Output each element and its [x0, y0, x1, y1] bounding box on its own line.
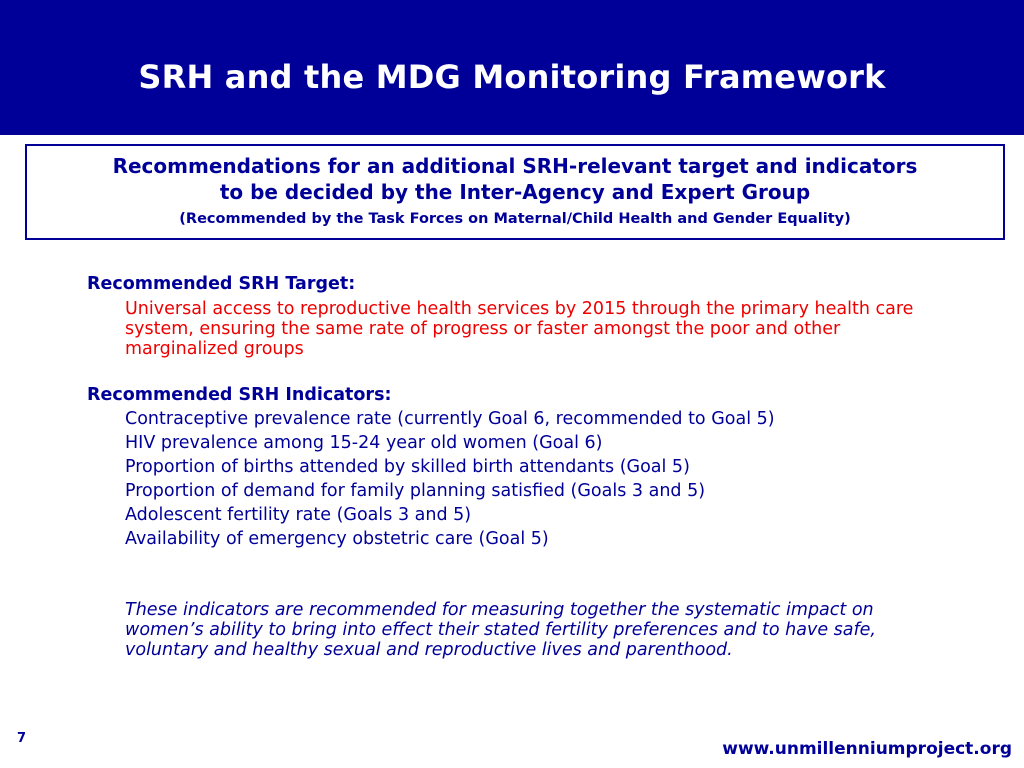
target-heading: Recommended SRH Target:	[87, 274, 356, 294]
box-heading-line-2: to be decided by the Inter-Agency and Expert Group	[219, 180, 811, 204]
indicators-heading: Recommended SRH Indicators:	[87, 385, 392, 405]
indicator-item: HIV prevalence among 15-24 year old women (Goal 6)	[125, 433, 603, 453]
indicator-item: Proportion of demand for family planning satisfied (Goals 3 and 5)	[125, 481, 706, 501]
box-heading-line-1: Recommendations for an additional SRH-relevant target and indicators	[112, 154, 918, 178]
header-bar	[0, 0, 1024, 135]
box-subheading: (Recommended by the Task Forces on Maternal/Child Health and Gender Equality)	[179, 211, 851, 227]
page-number: 7	[17, 731, 27, 746]
indicators-note: These indicators are recommended for measuring together the systematic impact on women’s ability to bring into effect their stated fertility preferences and to have safe, voluntary and healthy sexual and reproductive lives and parenthood.	[125, 600, 876, 660]
target-text: Universal access to reproductive health services by 2015 through the primary health care system, ensuring the same rate of progress or faster amongst the poor and other marginalized groups	[125, 299, 914, 359]
indicator-item: Availability of emergency obstetric care (Goal 5)	[125, 529, 549, 549]
indicator-item: Adolescent fertility rate (Goals 3 and 5)	[125, 505, 472, 525]
indicator-item: Proportion of births attended by skilled birth attendants (Goal 5)	[125, 457, 690, 477]
slide-title: SRH and the MDG Monitoring Framework	[138, 58, 886, 96]
recommendations-box	[25, 144, 1005, 240]
indicator-item: Contraceptive prevalence rate (currently Goal 6, recommended to Goal 5)	[125, 409, 775, 429]
footer-url: www.unmillenniumproject.org	[722, 739, 1012, 759]
